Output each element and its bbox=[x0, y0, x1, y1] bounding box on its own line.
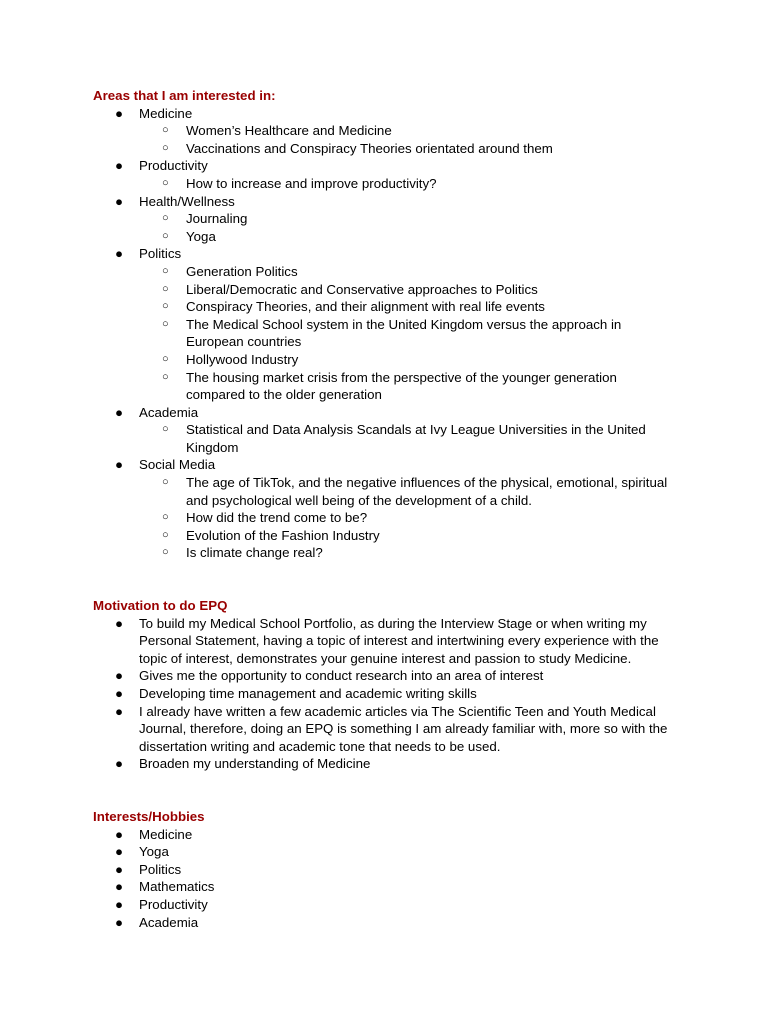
sub-list-item bbox=[139, 122, 673, 140]
interest-list bbox=[93, 105, 673, 562]
circle-bullet-icon: ○ bbox=[162, 476, 169, 489]
bullet-icon: ● bbox=[115, 246, 124, 262]
sub-item-label: Vaccinations and Conspiracy Theories orientated around them bbox=[186, 140, 553, 156]
list-item bbox=[93, 245, 673, 403]
list-item bbox=[93, 703, 673, 756]
list-item bbox=[93, 193, 673, 246]
sub-list bbox=[139, 421, 673, 456]
list-item bbox=[93, 861, 673, 879]
list-item bbox=[93, 843, 673, 861]
circle-bullet-icon: ○ bbox=[162, 300, 169, 313]
sub-item-label: Is climate change real? bbox=[186, 545, 323, 561]
sub-item-label: Evolution of the Fashion Industry bbox=[186, 527, 380, 543]
list-item bbox=[93, 404, 673, 457]
list-item-label: Academia bbox=[139, 404, 199, 420]
sub-item-label: The age of TikTok, and the negative influences of the physical, emotional, spiritual and psychological well being of the development of a child. bbox=[186, 475, 668, 508]
list-item-label: Productivity bbox=[139, 158, 208, 174]
bullet-icon: ● bbox=[115, 158, 124, 174]
list-item-label: Gives me the opportunity to conduct research into an area of interest bbox=[139, 668, 544, 684]
circle-bullet-icon: ○ bbox=[162, 264, 169, 277]
circle-bullet-icon: ○ bbox=[162, 546, 169, 559]
bullet-icon: ● bbox=[115, 193, 124, 209]
bullet-icon: ● bbox=[115, 896, 124, 912]
sub-list-item bbox=[139, 298, 673, 316]
section-areas-of-interest bbox=[93, 87, 673, 562]
bullet-icon: ● bbox=[115, 879, 124, 895]
list-item bbox=[93, 615, 673, 668]
motivation-list bbox=[93, 615, 673, 773]
sub-list-item bbox=[139, 228, 673, 246]
bullet-icon: ● bbox=[115, 668, 124, 684]
bullet-icon: ● bbox=[115, 844, 124, 860]
sub-list-item bbox=[139, 210, 673, 228]
sub-list-item bbox=[139, 263, 673, 281]
sub-list-item bbox=[139, 175, 673, 193]
sub-item-label: Women’s Healthcare and Medicine bbox=[186, 123, 392, 139]
list-item bbox=[93, 878, 673, 896]
sub-list bbox=[139, 263, 673, 404]
sub-item-label: Generation Politics bbox=[186, 263, 298, 279]
sub-list bbox=[139, 210, 673, 245]
sub-list-item bbox=[139, 316, 673, 351]
bullet-icon: ● bbox=[115, 756, 124, 772]
sub-item-label: Yoga bbox=[186, 228, 216, 244]
bullet-icon: ● bbox=[115, 615, 124, 631]
sub-list bbox=[139, 175, 673, 193]
sub-list-item bbox=[139, 140, 673, 158]
sub-item-label: Journaling bbox=[186, 211, 248, 227]
sub-item-label: How did the trend come to be? bbox=[186, 510, 368, 526]
list-item bbox=[93, 896, 673, 914]
bullet-icon: ● bbox=[115, 826, 124, 842]
list-item-label: Broaden my understanding of Medicine bbox=[139, 756, 371, 772]
section-heading: Interests/Hobbies bbox=[93, 809, 205, 824]
list-item-label: Medicine bbox=[139, 105, 193, 121]
sub-item-label: The housing market crisis from the perspective of the younger generation compared to the older generation bbox=[186, 369, 617, 403]
sub-list-item bbox=[139, 281, 673, 299]
bullet-icon: ● bbox=[115, 861, 124, 877]
list-item-label: I already have written a few academic articles via The Scientific Teen and Youth Medical Journal, therefore, doing an EPQ is something I am already familiar with, more so with the dissertation writing and academic tone that needs to be used. bbox=[139, 703, 668, 754]
circle-bullet-icon: ○ bbox=[162, 528, 169, 541]
sub-item-label: The Medical School system in the United Kingdom versus the approach in European countries bbox=[186, 316, 622, 350]
list-item bbox=[93, 755, 673, 773]
list-item-label: Mathematics bbox=[139, 879, 215, 895]
sub-list-item bbox=[139, 509, 673, 527]
bullet-icon: ● bbox=[115, 914, 124, 930]
circle-bullet-icon: ○ bbox=[162, 282, 169, 295]
sub-list bbox=[139, 122, 673, 157]
sub-item-label: Liberal/Democratic and Conservative approaches to Politics bbox=[186, 281, 538, 297]
list-item-label: Politics bbox=[139, 861, 182, 877]
sub-item-label: Hollywood Industry bbox=[186, 351, 299, 367]
list-item-label: Yoga bbox=[139, 844, 169, 860]
list-item-label: Social Media bbox=[139, 457, 216, 473]
circle-bullet-icon: ○ bbox=[162, 423, 169, 436]
list-item-label: Medicine bbox=[139, 826, 193, 842]
list-item-label: Productivity bbox=[139, 896, 208, 912]
list-item bbox=[93, 157, 673, 192]
list-item bbox=[93, 826, 673, 844]
sub-list-item bbox=[139, 369, 673, 404]
sub-item-label: Conspiracy Theories, and their alignment with real life events bbox=[186, 299, 545, 315]
list-item bbox=[93, 685, 673, 703]
bullet-icon: ● bbox=[115, 685, 124, 701]
list-item-label: Academia bbox=[139, 914, 199, 930]
sub-item-label: Statistical and Data Analysis Scandals at Ivy League Universities in the United Kingdom bbox=[186, 422, 646, 455]
list-item-label: To build my Medical School Portfolio, as during the Interview Stage or when writing my Personal Statement, having a topic of interest and intertwining every experience with the topic of interest, demonstrates your genuine interest and passion to study Medicine. bbox=[139, 615, 659, 666]
circle-bullet-icon: ○ bbox=[162, 370, 169, 383]
circle-bullet-icon: ○ bbox=[162, 176, 169, 189]
hobbies-list bbox=[93, 826, 673, 932]
circle-bullet-icon: ○ bbox=[162, 229, 169, 242]
sub-list bbox=[139, 474, 673, 562]
sub-list-item bbox=[139, 351, 673, 369]
circle-bullet-icon: ○ bbox=[162, 352, 169, 365]
circle-bullet-icon: ○ bbox=[162, 212, 169, 225]
sub-list-item bbox=[139, 421, 673, 456]
circle-bullet-icon: ○ bbox=[162, 141, 169, 154]
list-item-label: Politics bbox=[139, 246, 182, 262]
sub-list-item bbox=[139, 544, 673, 562]
list-item bbox=[93, 914, 673, 932]
section-heading: Areas that I am interested in: bbox=[93, 88, 276, 103]
circle-bullet-icon: ○ bbox=[162, 317, 169, 330]
list-item-label: Developing time management and academic writing skills bbox=[139, 685, 477, 701]
bullet-icon: ● bbox=[115, 105, 124, 121]
list-item-label: Health/Wellness bbox=[139, 193, 235, 209]
circle-bullet-icon: ○ bbox=[162, 511, 169, 524]
list-item bbox=[93, 667, 673, 685]
section-motivation bbox=[93, 597, 673, 773]
list-item bbox=[93, 105, 673, 158]
circle-bullet-icon: ○ bbox=[162, 124, 169, 137]
bullet-icon: ● bbox=[115, 703, 124, 719]
bullet-icon: ● bbox=[115, 457, 124, 473]
sub-item-label: How to increase and improve productivity? bbox=[186, 175, 437, 191]
bullet-icon: ● bbox=[115, 404, 124, 420]
sub-list-item bbox=[139, 527, 673, 545]
list-item bbox=[93, 456, 673, 562]
section-heading: Motivation to do EPQ bbox=[93, 598, 228, 613]
sub-list-item bbox=[139, 474, 673, 509]
section-interests-hobbies bbox=[93, 808, 673, 931]
